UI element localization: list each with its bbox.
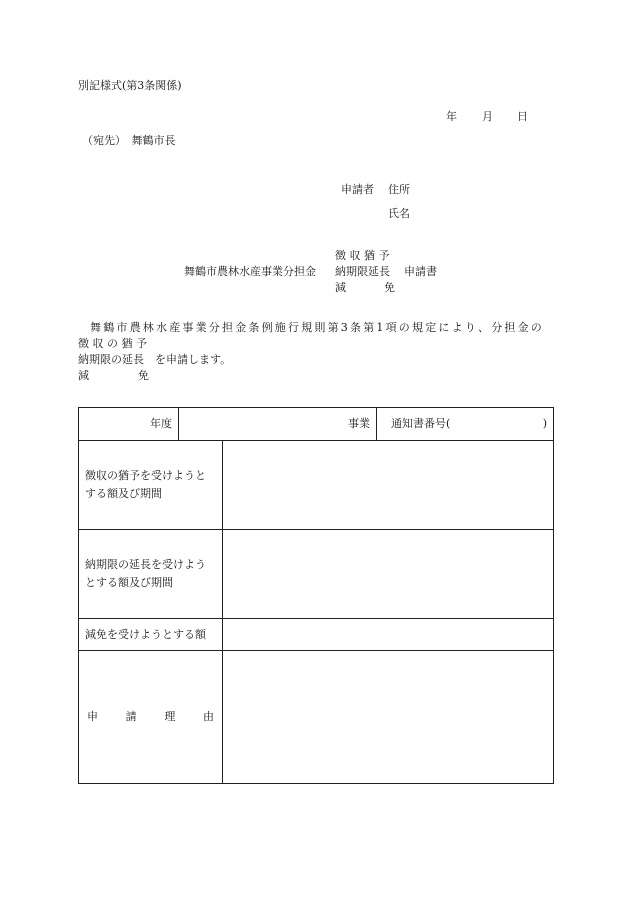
reason-char: 理 [164, 710, 176, 723]
project-label: 事業 [348, 417, 370, 430]
title-option-exemption-b: 免 [384, 281, 395, 294]
applicant-label: 申請者 [341, 183, 374, 196]
extension-value-cell[interactable] [223, 530, 554, 619]
deferral-row [79, 441, 554, 530]
extension-label-cell [79, 530, 223, 619]
body-line-3: 納期限の延長 を申請します。 [78, 353, 232, 366]
notice-number-cell[interactable] [377, 408, 554, 441]
body-line-2: 徴 収 の 猶 予 [78, 337, 147, 350]
notice-number-label: 通知書番号( [391, 417, 451, 430]
title-option-exemption-a: 減 [335, 281, 346, 294]
deferral-value-cell[interactable] [223, 441, 554, 530]
date-month-label: 月 [482, 110, 493, 123]
body-line-4-b: 免 [138, 369, 149, 382]
addressee: （宛先） 舞鶴市長 [82, 134, 176, 147]
applicant-address-label: 住所 [388, 183, 410, 196]
deferral-label-cell [79, 441, 223, 530]
reason-label [85, 708, 216, 726]
date-year-label: 年 [446, 110, 457, 123]
header-row [79, 408, 554, 441]
extension-row [79, 530, 554, 619]
title-suffix: 申請書 [404, 265, 437, 278]
extension-label: 納期限の延長を受けようとする額及び期間 [85, 558, 206, 589]
reason-char: 請 [125, 710, 137, 723]
application-table [78, 407, 554, 784]
deferral-label: 徴収の猶予を受けようとする額及び期間 [85, 469, 206, 500]
date-day-label: 日 [517, 110, 528, 123]
exemption-label: 減免を受けようとする額 [85, 627, 206, 641]
fiscal-year-label: 年度 [150, 417, 172, 430]
notice-number-close: ) [542, 417, 547, 430]
reason-char: 申 [87, 710, 98, 723]
reason-value-cell[interactable] [223, 651, 554, 784]
body-line-1: 舞鶴市農林水産事業分担金条例施行規則第3条第1項の規定により、分担金の [90, 321, 544, 334]
reason-row [79, 651, 554, 784]
title-prefix: 舞鶴市農林水産事業分担金 [184, 265, 316, 278]
exemption-value-cell[interactable] [223, 619, 554, 651]
fiscal-year-cell[interactable] [79, 408, 179, 441]
body-line-4-a: 減 [78, 369, 89, 382]
reason-label-cell [79, 651, 223, 784]
exemption-row [79, 619, 554, 651]
exemption-label-cell [79, 619, 223, 651]
project-cell[interactable] [179, 408, 377, 441]
title-option-deferral: 徴 収 猶 予 [335, 249, 390, 262]
title-option-extension: 納期限延長 [335, 265, 390, 278]
form-reference: 別記様式(第3条関係) [78, 79, 182, 92]
applicant-name-label: 氏名 [388, 207, 410, 220]
reason-char: 由 [202, 710, 214, 723]
